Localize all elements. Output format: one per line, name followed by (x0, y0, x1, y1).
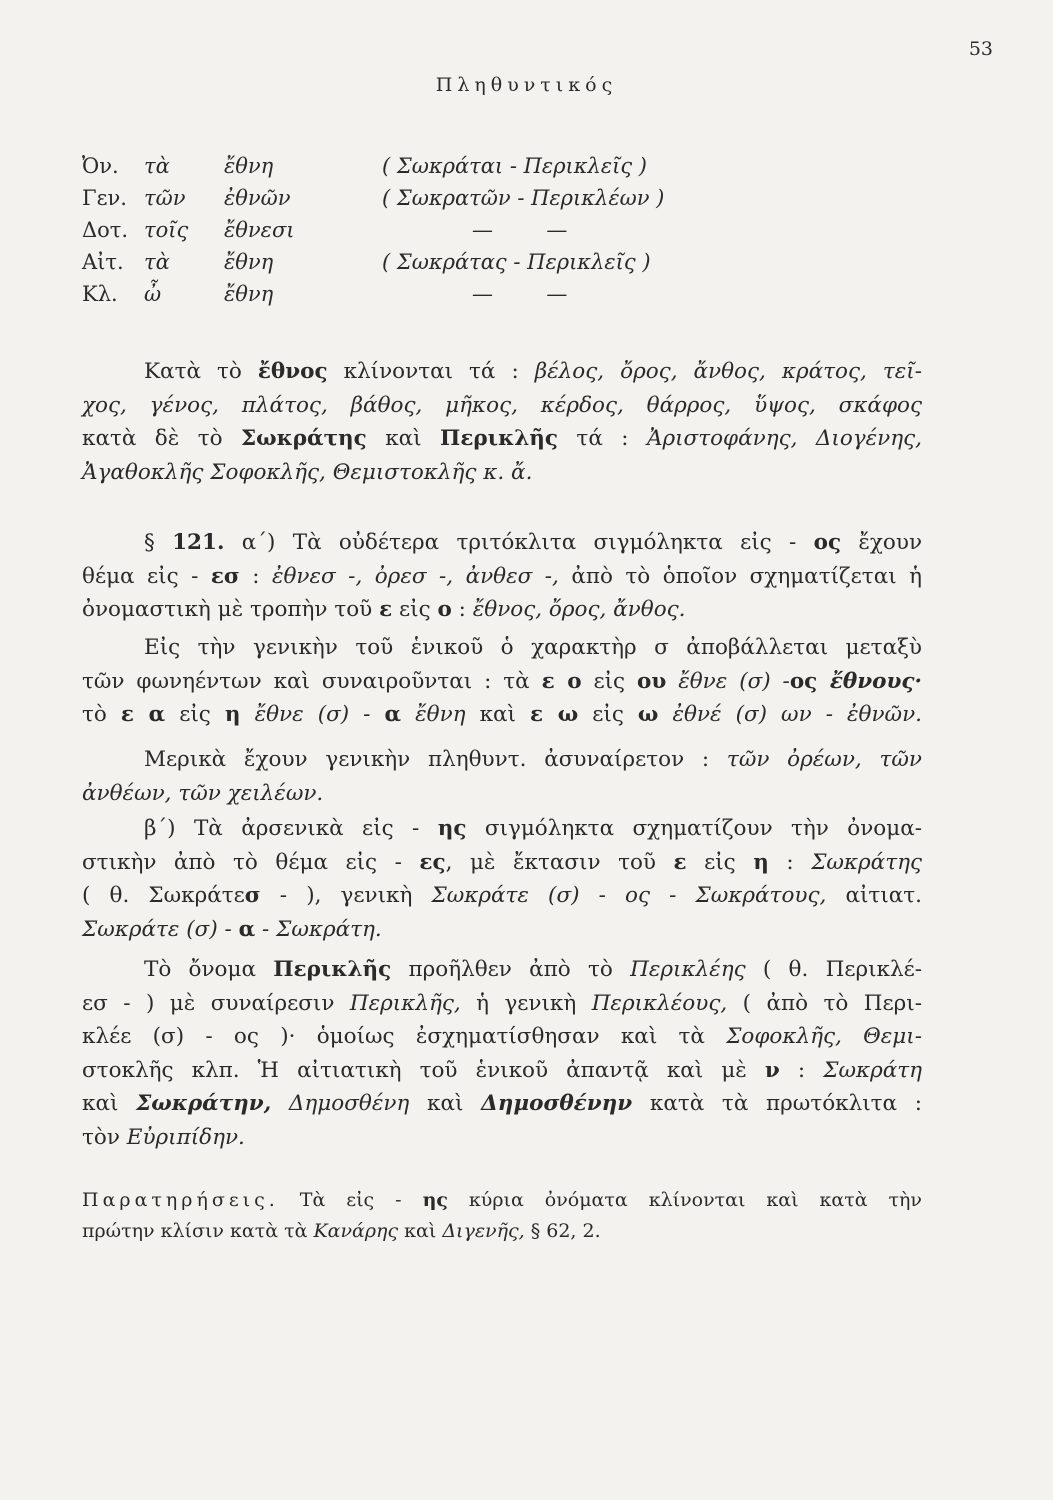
paragraph-masculine-sigma (82, 812, 922, 946)
bold-term: ης (437, 816, 467, 841)
bold-term: ο (437, 597, 452, 622)
italic-run: Κανάρης (313, 1220, 399, 1242)
text-run: εἰς (581, 668, 638, 694)
bold-term: ν (764, 1057, 780, 1083)
bold-term: σ (244, 883, 261, 908)
comparison-forms: ( Σωκρατῶν - Περικλέων ) (382, 186, 665, 210)
text-run: ἀπὸ τὸ ὁποῖον σχηματίζεται ἡ (558, 563, 922, 589)
bold-term: ε (379, 597, 393, 622)
bold-italic-run: Δημοσθένην (481, 1091, 633, 1116)
table-row (82, 278, 802, 310)
bold-term: ε α (120, 702, 166, 727)
bold-term: ε ω (530, 702, 579, 727)
text-line (82, 1054, 922, 1088)
italic-run: Εὐριπίδην. (126, 1124, 245, 1150)
text-run: Τὰ εἰς - (278, 1189, 423, 1211)
section-heading: Πληθυντικός (435, 74, 618, 96)
text-run: : (779, 1057, 824, 1083)
paragraph-section-121 (82, 526, 922, 627)
comparison-forms: — — (472, 282, 568, 306)
italic-run: βέλος, ὄρος, ἄνθος, κράτος, τεῖ- (534, 359, 922, 384)
text-run: Μερικὰ ἔχουν γενικὴν πληθυντ. ἀσυναίρετον : (144, 747, 727, 772)
text-line (82, 846, 922, 880)
text-run: , μὲ ἔκτασιν τοῦ (445, 849, 674, 875)
italic-run: ἔθνε (σ) - (240, 702, 385, 727)
text-run: θέμα εἰς - (82, 563, 211, 589)
text-run: ἔχουν (841, 530, 923, 555)
text-line (82, 953, 922, 987)
text-run: τῶν φωνηέντων καὶ συναιροῦνται : τὰ (82, 668, 542, 694)
text-line (82, 593, 922, 627)
text-run: κύρια ὀνόματα κλίνονται καὶ κατὰ τὴν (447, 1189, 922, 1211)
text-run: εσ - ) μὲ συναίρεσιν (82, 990, 350, 1016)
text-run: προῆλθεν ἀπὸ τὸ (391, 957, 631, 982)
page-number: 53 (968, 38, 993, 60)
italic-run: Περικλέους, (591, 990, 728, 1016)
text-line (82, 743, 922, 777)
text-line (82, 456, 922, 490)
bold-term: η (753, 849, 769, 875)
text-run: κατὰ τὰ πρωτόκλιτα : (632, 1091, 922, 1116)
text-line (82, 1216, 922, 1247)
bold-term: ἔθνος (257, 359, 328, 384)
paragraph-uncontracted-genitive (82, 743, 922, 810)
italic-run: ἔθνος, ὄρος, ἄνθος. (472, 597, 686, 622)
bold-term: ος (813, 530, 842, 555)
text-run: σιγμόληκτα σχηματίζουν τὴν ὀνομα- (466, 816, 922, 841)
text-line (82, 913, 922, 947)
comparison-forms: ( Σωκράτας - Περικλεῖς ) (382, 250, 651, 274)
text-run: Εἰς τὴν γενικὴν τοῦ ἑνικοῦ ὁ χαρακτὴρ σ ἀποβάλλεται μεταξὺ (144, 635, 922, 660)
italic-run: ἔθνη (401, 702, 466, 727)
italic-run: Σωκράτε (σ) - ος - Σωκράτους, (431, 883, 827, 908)
declension-table (82, 150, 802, 310)
italic-run: ἔθνε (σ) - (666, 668, 790, 694)
table-row (82, 214, 802, 246)
text-run: - ), γενικὴ (260, 883, 432, 908)
paragraph-declension-examples (82, 355, 922, 489)
noun-form: ἔθνη (224, 154, 274, 178)
case-label: Αἰτ. (82, 250, 124, 274)
bold-term: η (224, 702, 241, 727)
text-run: : (451, 597, 473, 622)
text-line (82, 422, 922, 456)
text-run: § 62, 2. (524, 1220, 601, 1242)
text-run: β΄) Τὰ ἀρσενικὰ εἰς - (144, 816, 438, 841)
text-run: καὶ (398, 1220, 443, 1242)
noun-form: ἐθνῶν (224, 186, 291, 210)
text-run: καὶ (82, 1091, 137, 1116)
text-run: ἡ γενικὴ (460, 990, 592, 1016)
italic-run: Σωκράτε (σ) - (82, 916, 239, 942)
italic-run: Σωκράτη (823, 1057, 923, 1083)
text-line (82, 879, 922, 913)
noun-form: ἔθνη (224, 250, 274, 274)
bold-term: ης (422, 1189, 448, 1211)
bold-term: ου (637, 668, 667, 694)
bold-italic-run: ἔθνους· (817, 668, 922, 694)
text-run: καὶ (366, 426, 441, 451)
italic-run: Δημοσθένη (271, 1091, 410, 1116)
text-run: ( ἀπὸ τὸ Περι- (727, 990, 922, 1016)
bold-term: Περικλῆς (273, 957, 392, 982)
italic-run: Ἀγαθοκλῆς Σοφοκλῆς, Θεμιστοκλῆς κ. ἄ. (82, 459, 533, 485)
text-line (82, 631, 922, 665)
bold-term: ω (637, 702, 659, 727)
text-run: τά : (558, 426, 647, 451)
remarks-note (82, 1185, 922, 1247)
text-run: ὀνομαστικὴ μὲ τροπὴν τοῦ (82, 597, 380, 622)
text-run: Κατὰ τὸ (144, 359, 258, 384)
text-line (82, 1020, 922, 1054)
bold-term: α (238, 916, 256, 942)
text-line (82, 560, 922, 594)
italic-run: Περικλῆς, (349, 990, 461, 1016)
text-line (82, 526, 922, 560)
table-row (82, 150, 802, 182)
comparison-forms: — — (472, 218, 568, 242)
text-line (82, 1087, 922, 1121)
text-line (82, 1121, 922, 1155)
italic-run: Περικλέης (630, 957, 746, 982)
table-row (82, 182, 802, 214)
bold-term: ος (789, 668, 818, 694)
bold-term: ε (673, 849, 687, 875)
text-run: κλέε (σ) - ος )· ὁμοίως ἐσχηματίσθησαν καὶ τὰ (82, 1024, 727, 1049)
bold-italic-run: Σωκράτην, (136, 1091, 272, 1116)
italic-run: Σοφοκλῆς, Θεμι- (726, 1024, 922, 1049)
text-run: κλίνονται τά : (327, 359, 535, 384)
table-row (82, 246, 802, 278)
remarks-label: Παρατηρήσεις. (82, 1189, 279, 1211)
text-run: Τὸ ὄνομα (144, 957, 274, 982)
paragraph-perikles (82, 953, 922, 1154)
text-run: § (144, 530, 173, 555)
italic-run: χος, γένος, πλάτος, βάθος, μῆκος, κέρδος, θάρρος, ὕψος, σκάφος (82, 392, 922, 418)
text-run: κατὰ δὲ τὸ (82, 426, 241, 451)
paragraph-genitive-contraction (82, 631, 922, 732)
text-run: ( θ. Σωκράτε (82, 883, 245, 908)
comparison-forms: ( Σωκράται - Περικλεῖς ) (382, 154, 647, 178)
text-run: εἰς (578, 702, 638, 727)
italic-run: Διγενῆς, (442, 1220, 525, 1242)
italic-run: ἀνθέων, τῶν χειλέων. (82, 780, 324, 806)
text-line (82, 987, 922, 1021)
bold-term: ες (419, 849, 446, 875)
case-label: Γεν. (82, 186, 127, 210)
text-run: πρώτην κλίσιν κατὰ τὰ (82, 1220, 314, 1242)
text-line (82, 665, 922, 699)
text-run: εἰς (165, 702, 225, 727)
italic-run: ἐθνέ (σ) ων - ἐθνῶν. (658, 702, 922, 727)
text-run: εἰς (686, 849, 754, 875)
article: τὰ (144, 154, 170, 178)
section-number: 121. (172, 530, 225, 555)
case-label: Δοτ. (82, 218, 129, 242)
noun-form: ἔθνεσι (224, 218, 295, 242)
text-line (82, 355, 922, 389)
text-run: στικὴν ἀπὸ τὸ θέμα εἰς - (82, 849, 420, 875)
text-line (82, 812, 922, 846)
article: τὰ (144, 250, 170, 274)
text-run: καὶ (409, 1091, 482, 1116)
text-line (82, 698, 922, 732)
article: τῶν (144, 186, 186, 210)
bold-term: Σωκράτης (240, 426, 367, 451)
article: ὦ (144, 282, 162, 306)
text-run: καὶ (465, 702, 530, 727)
bold-term: εσ (210, 563, 240, 589)
text-line (82, 389, 922, 423)
text-run: τὸν (82, 1124, 127, 1150)
text-run: στοκλῆς κλπ. Ἡ αἰτιατικὴ τοῦ ἑνικοῦ ἀπαντᾷ καὶ μὲ (82, 1057, 765, 1083)
case-label: Κλ. (82, 282, 118, 306)
text-line (82, 1185, 922, 1216)
text-run: ( θ. Περικλέ- (745, 957, 922, 982)
bold-term: α (384, 702, 402, 727)
text-run: α΄) Τὰ οὐδέτερα τριτόκλιτα σιγμόληκτα εἰς - (224, 530, 814, 555)
text-run: εἰς (392, 597, 438, 622)
text-line (82, 777, 922, 811)
text-run: αἰτιατ. (826, 883, 922, 908)
bold-term: ε ο (541, 668, 582, 694)
case-label: Ὀν. (82, 154, 119, 178)
text-run: τὸ (82, 702, 121, 727)
italic-run: ἐθνεσ -, ὀρεσ -, ἀνθεσ -, (271, 563, 559, 589)
article: τοῖς (144, 218, 189, 242)
italic-run: Σωκράτης (811, 849, 923, 875)
italic-run: - Σωκράτη. (255, 916, 382, 942)
text-run: : (239, 563, 272, 589)
noun-form: ἔθνη (224, 282, 274, 306)
bold-term: Περικλῆς (440, 426, 559, 451)
text-run: : (768, 849, 812, 875)
italic-run: Ἀριστοφάνης, Διογένης, (646, 426, 922, 451)
italic-run: τῶν ὀρέων, τῶν (726, 747, 922, 772)
